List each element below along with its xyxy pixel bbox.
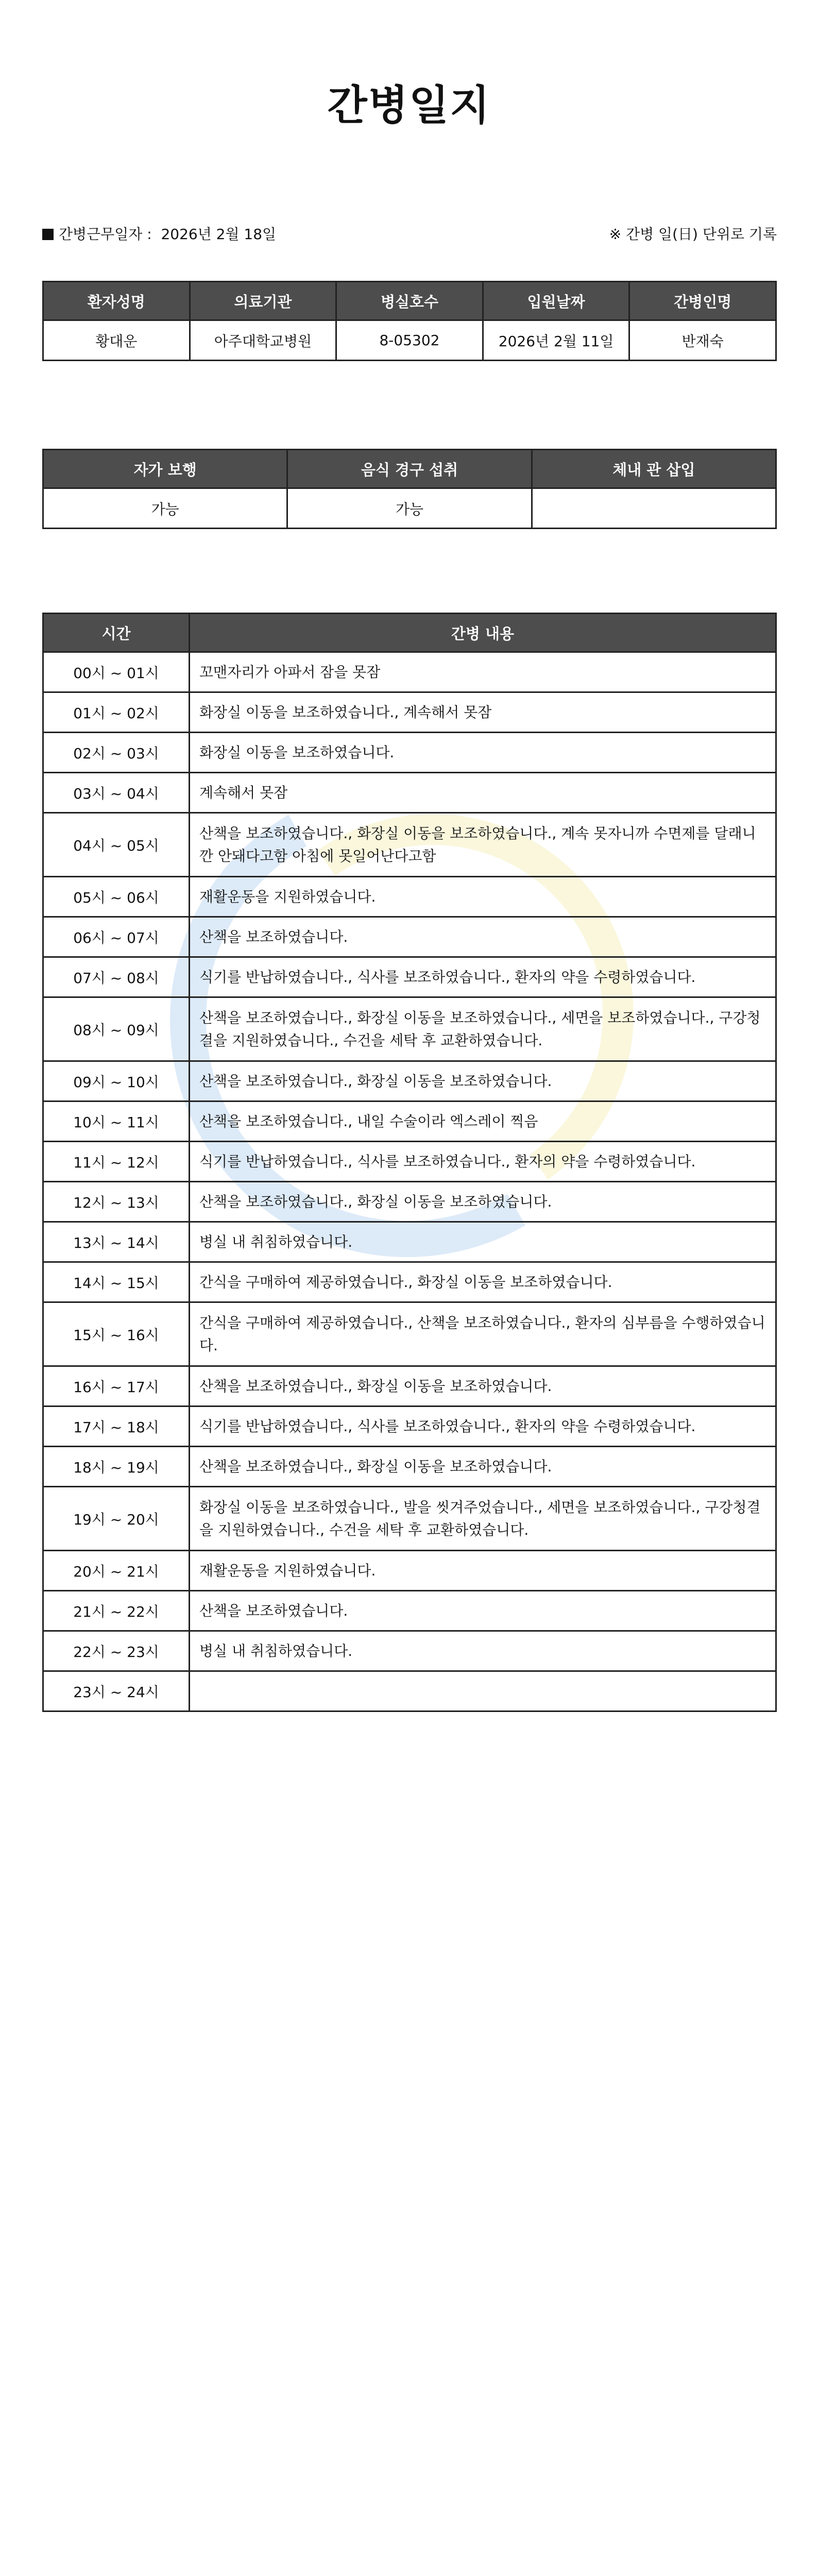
row-content: 꼬맨자리가 아파서 잠을 못잠 [190,652,776,692]
table-row [43,1591,776,1631]
row-time: 16시 ~ 17시 [43,1366,190,1406]
patient-name: 황대운 [43,320,190,361]
row-time: 23시 ~ 24시 [43,1671,190,1711]
row-content: 화장실 이동을 보조하였습니다., 발을 씻겨주었습니다., 세면을 보조하였습니다., 구강청결을 지원하였습니다., 수건을 세탁 후 교환하였습니다. [190,1487,776,1551]
header-caregiver: 간병인명 [629,282,776,320]
header-hospital: 의료기관 [190,282,336,320]
row-time: 14시 ~ 15시 [43,1262,190,1302]
header-walking: 자가 보행 [43,450,287,488]
row-content: 산책을 보조하였습니다. [190,1591,776,1631]
status-table [42,449,777,529]
row-time: 15시 ~ 16시 [43,1302,190,1366]
row-content: 산책을 보조하였습니다. [190,917,776,957]
walking-value: 가능 [43,488,287,529]
table-row [43,1631,776,1671]
row-content: 산책을 보조하였습니다., 화장실 이동을 보조하였습니다. [190,1182,776,1222]
row-content: 식기를 반납하였습니다., 식사를 보조하였습니다., 환자의 약을 수령하였습니다. [190,957,776,997]
table-row [43,1551,776,1591]
row-content [190,1671,776,1711]
row-content: 화장실 이동을 보조하였습니다. [190,733,776,773]
row-content: 식기를 반납하였습니다., 식사를 보조하였습니다., 환자의 약을 수령하였습니다. [190,1406,776,1447]
row-content: 산책을 보조하였습니다., 화장실 이동을 보조하였습니다. [190,1061,776,1101]
row-time: 06시 ~ 07시 [43,917,190,957]
row-content: 산책을 보조하였습니다., 내일 수술이라 엑스레이 찍음 [190,1101,776,1142]
table-row [43,692,776,733]
row-time: 04시 ~ 05시 [43,813,190,877]
table-row [43,1101,776,1142]
row-time: 11시 ~ 12시 [43,1142,190,1182]
table-row [43,1366,776,1406]
header-tube: 체내 관 삽입 [532,450,776,488]
care-log-table [42,613,777,1712]
page-title: 간병일지 [327,81,491,129]
row-content: 계속해서 못잠 [190,773,776,813]
row-time: 01시 ~ 02시 [43,692,190,733]
row-time: 02시 ~ 03시 [43,733,190,773]
header-admit-date: 입원날짜 [483,282,629,320]
caregiver-name: 반재숙 [629,320,776,361]
table-row [43,877,776,917]
header-content: 간병 내용 [190,614,776,652]
table-row [43,1182,776,1222]
row-time: 08시 ~ 09시 [43,997,190,1061]
work-date-label: 간병근무일자 : [59,226,152,243]
table-row [43,1061,776,1101]
table-row [43,1142,776,1182]
table-row [43,1302,776,1366]
row-time: 03시 ~ 04시 [43,773,190,813]
table-row [43,917,776,957]
table-row [43,957,776,997]
row-content: 산책을 보조하였습니다., 화장실 이동을 보조하였습니다. [190,1366,776,1406]
tube-value [532,488,776,529]
row-content: 식기를 반납하였습니다., 식사를 보조하였습니다., 환자의 약을 수령하였습니다. [190,1142,776,1182]
oral-intake-value: 가능 [287,488,532,529]
row-time: 21시 ~ 22시 [43,1591,190,1631]
row-content: 재활운동을 지원하였습니다. [190,877,776,917]
row-time: 00시 ~ 01시 [43,652,190,692]
header-oral-intake: 음식 경구 섭취 [287,450,532,488]
row-time: 05시 ~ 06시 [43,877,190,917]
room-number: 8-05302 [336,320,483,361]
row-content: 화장실 이동을 보조하였습니다., 계속해서 못잠 [190,692,776,733]
row-time: 09시 ~ 10시 [43,1061,190,1101]
row-time: 10시 ~ 11시 [43,1101,190,1142]
unit-note: ※ 간병 일(日) 단위로 기록 [609,226,777,243]
row-time: 17시 ~ 18시 [43,1406,190,1447]
table-row [43,733,776,773]
hospital: 아주대학교병원 [190,320,336,361]
row-time: 12시 ~ 13시 [43,1182,190,1222]
table-row [43,1222,776,1262]
work-date [42,223,276,244]
row-time: 20시 ~ 21시 [43,1551,190,1591]
row-content: 간식을 구매하여 제공하였습니다., 산책을 보조하였습니다., 환자의 심부름을 수행하였습니다. [190,1302,776,1366]
row-content: 병실 내 취침하였습니다. [190,1222,776,1262]
table-row [43,1447,776,1487]
table-row [43,652,776,692]
table-row [43,1487,776,1551]
row-content: 재활운동을 지원하였습니다. [190,1551,776,1591]
row-content: 산책을 보조하였습니다., 화장실 이동을 보조하였습니다., 세면을 보조하였습니다., 구강청결을 지원하였습니다., 수건을 세탁 후 교환하였습니다. [190,997,776,1061]
header-patient-name: 환자성명 [43,282,190,320]
work-date-value: 2026년 2월 18일 [161,226,277,243]
table-row [43,773,776,813]
row-time: 19시 ~ 20시 [43,1487,190,1551]
row-time: 22시 ~ 23시 [43,1631,190,1671]
row-content: 산책을 보조하였습니다., 화장실 이동을 보조하였습니다., 계속 못자니까 수면제를 달래니깐 안돼다고함 아침에 못일어난다고함 [190,813,776,877]
row-content: 병실 내 취침하였습니다. [190,1631,776,1671]
table-row [43,1671,776,1711]
header-time: 시간 [43,614,190,652]
square-bullet-icon [42,229,54,240]
row-content: 산책을 보조하였습니다., 화장실 이동을 보조하였습니다. [190,1447,776,1487]
row-time: 18시 ~ 19시 [43,1447,190,1487]
row-time: 13시 ~ 14시 [43,1222,190,1262]
admit-date: 2026년 2월 11일 [483,320,629,361]
row-time: 07시 ~ 08시 [43,957,190,997]
meta-row [42,223,777,249]
table-row [43,1406,776,1447]
table-row [43,1262,776,1302]
patient-info-table [42,281,777,361]
table-row [43,997,776,1061]
header-room: 병실호수 [336,282,483,320]
row-content: 간식을 구매하여 제공하였습니다., 화장실 이동을 보조하였습니다. [190,1262,776,1302]
table-row [43,813,776,877]
